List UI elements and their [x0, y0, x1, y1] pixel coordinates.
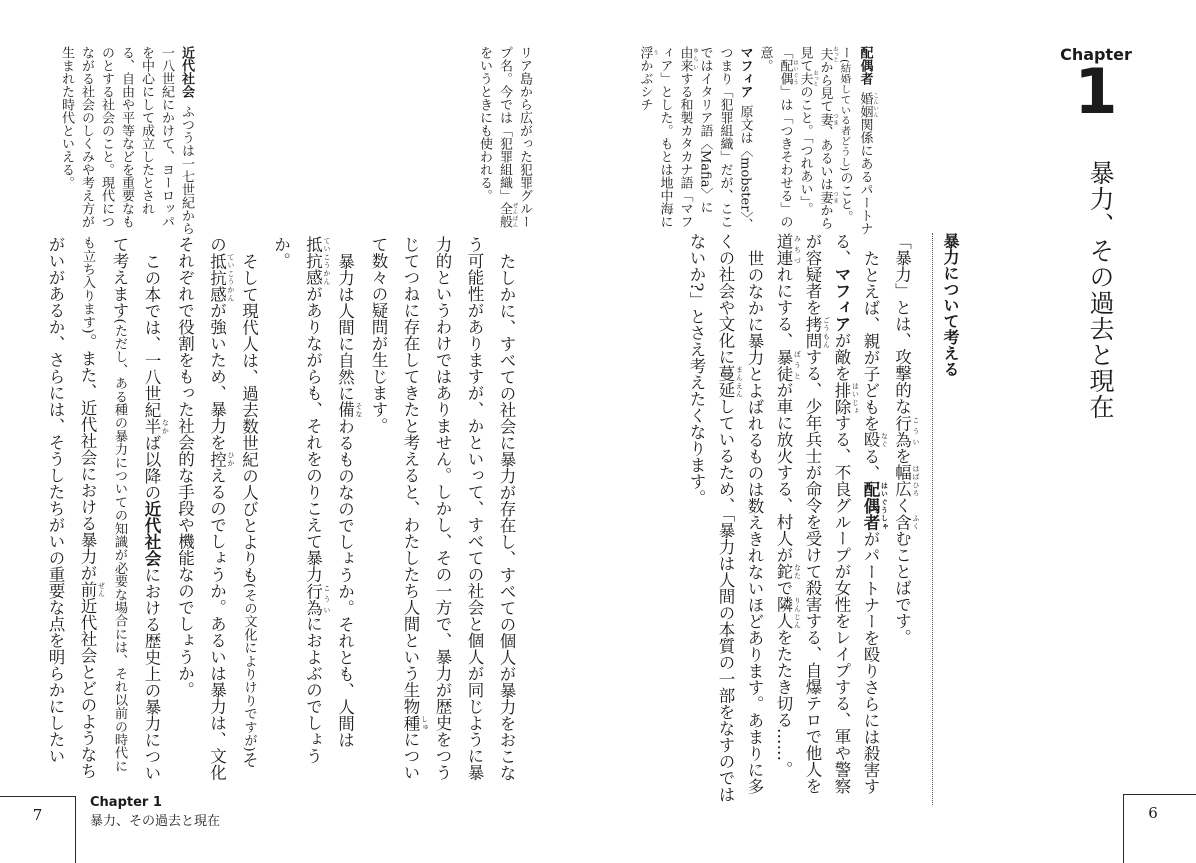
text-segment: について数々の疑問が生じます。 — [369, 236, 420, 781]
ruby-base: 妻 — [817, 112, 833, 126]
ruby-base: 幅広 — [892, 464, 912, 497]
text-segment: する和製カタカナ語「マフィア」とした。もとは地中海に — [657, 46, 693, 228]
text-segment: が強いため、暴力を — [207, 302, 227, 451]
ruby-base: 由来 — [677, 46, 693, 72]
ruby-base: 妻 — [817, 190, 833, 204]
text-segment: 原文は〈mobster〉、つまり「犯罪組織」だが、ここではイタリア語〈Mafia〉に — [697, 46, 753, 231]
text-segment — [892, 464, 919, 497]
ruby-base: 殴 — [861, 431, 880, 448]
furigana: ていこうかん — [322, 236, 330, 286]
text-segment: が敵を — [832, 332, 851, 382]
text-segment: 暴力は人間に自然に — [335, 252, 355, 401]
text-segment — [774, 596, 801, 629]
furigana: こうい — [322, 582, 330, 616]
ruby-base: 夫 — [817, 46, 833, 63]
page-number-left: 7 — [0, 796, 76, 863]
text-segment: (ただし、ある種の暴力についての知識が必要な場合には、それ以前の時代にも立ち入ります) — [80, 236, 127, 773]
ruby-base: 蔓延 — [716, 365, 735, 398]
furigana: ぜんぱん — [511, 202, 518, 228]
text-segment: を — [892, 447, 912, 464]
margin-note-kindaishakai — [50, 46, 196, 236]
furigana: そな — [354, 401, 362, 418]
text-segment — [401, 714, 428, 732]
text-segment: その — [207, 236, 259, 768]
running-head-title: 暴力、その過去と現在 — [90, 814, 221, 829]
text-segment: をいうときにも使われる。 — [477, 46, 492, 202]
ruby-base: 行為 — [303, 582, 323, 616]
furigana: こんいん — [872, 92, 878, 119]
text-segment: しているため、「暴力は人間の本質の一部をなすのではないか?」とさえ考えたくなります。 — [687, 233, 735, 803]
text-segment: たしかに、すべての社会に暴力が存在し、すべての個人が暴力をおこなう可能性がありますが、かといって、すべての社会と個人が同じように暴力的というわけではありません。しかし、その一方で、暴力が歴史をつうじてつねに存在してきたと考えると、わたしたち人間という生物 — [401, 236, 516, 781]
text-segment: 「暴力」とは、攻撃的な — [892, 233, 912, 415]
ruby-base: 半 — [142, 417, 161, 434]
paragraph — [362, 236, 522, 784]
furigana: はいじょ — [850, 381, 859, 415]
text-segment: におよぶのでしょうか。 — [271, 236, 323, 764]
chapter-number: 1 — [1074, 55, 1118, 128]
furigana: ゆらい — [692, 46, 698, 72]
text-segment: する、不良グループが女性をレイプする、軍や警察が容疑者を — [803, 233, 851, 794]
ruby-base: 配偶者 — [861, 480, 880, 530]
text-segment: で — [774, 579, 793, 596]
text-segment: たとえば、親が子どもを — [861, 249, 880, 431]
paragraph — [682, 233, 769, 805]
paragraph — [769, 233, 888, 805]
text-segment: 、あるいは — [817, 125, 833, 191]
furigana: つま — [832, 190, 838, 204]
furigana: ぜん — [96, 581, 105, 598]
paragraph — [169, 236, 265, 784]
ruby-base: 種 — [401, 714, 420, 731]
ruby-base: 鉈 — [774, 563, 793, 580]
text-segment: この本では、一八世紀 — [142, 252, 161, 418]
furigana: まんえん — [734, 365, 743, 398]
text-segment: (結婚している者どうし) — [838, 59, 851, 172]
furigana: なた — [792, 563, 801, 580]
text-segment: 近代社会 — [142, 500, 161, 566]
text-segment — [716, 365, 743, 398]
text-segment: わるものなのでしょうか。それとも、人間は — [335, 417, 355, 748]
text-segment: マフィア — [832, 266, 851, 332]
text-segment — [817, 46, 838, 63]
ruby-base: 全般 — [497, 202, 512, 228]
margin-note-body — [474, 46, 534, 236]
furigana: はいぐうしゃ — [879, 480, 888, 530]
text-segment — [637, 46, 658, 59]
text-segment: ふつうは一七世紀から一八世紀にかけて、ヨーロッパを中心にして成立したとされる、自由や平等などを重要なものとする社会のこと。現代につながる社会のしくみや考え方が生まれた時代といえる。 — [59, 46, 194, 236]
furigana: なか — [160, 417, 169, 434]
text-segment: そして現代人は、過去数世紀の人びとよりも — [239, 252, 259, 583]
ruby-base: 夫 — [797, 70, 813, 87]
margin-note-term: 近代社会 — [179, 46, 194, 98]
furigana: ていこうかん — [226, 252, 234, 302]
text-segment: における歴史上の暴力について考えます — [110, 236, 161, 781]
ruby-base: 抵抗感 — [303, 236, 323, 286]
text-segment — [774, 563, 801, 580]
furigana: はいぐう — [792, 59, 798, 85]
paragraph — [39, 236, 169, 784]
ruby-base: 暴徒 — [774, 348, 793, 382]
furigana: ごうもん — [821, 315, 830, 349]
furigana: つま — [832, 112, 838, 126]
margin-note-body — [757, 46, 878, 236]
text-segment — [774, 348, 801, 382]
margin-note-mafia — [635, 46, 755, 236]
text-segment: のこと。 — [837, 171, 853, 224]
ruby-base: 道連 — [774, 233, 793, 266]
text-segment: えるのでしょうか。あるいは暴力は、文化それぞれで役割をもった社会的な手段や機能なのでしょうか。 — [175, 236, 227, 781]
ruby-base: 排除 — [832, 381, 851, 415]
furigana: しゅ — [419, 714, 428, 731]
text-segment — [142, 417, 169, 435]
text-segment: 世のなかに暴力とよばれるものは数えきれないほどあります。あまりに多くの社会や文化に — [716, 233, 764, 794]
text-segment: リア島から広がった犯罪グループ名。今では「犯罪組織」 — [497, 46, 532, 228]
ruby-base: 隣人 — [774, 596, 793, 629]
furigana: ふく — [911, 513, 919, 530]
ruby-base: 控 — [207, 450, 227, 467]
ruby-base: 行為 — [892, 414, 912, 448]
paragraph — [265, 236, 363, 784]
text-segment: がパートナーを殴りさらには殺害する、 — [832, 233, 880, 794]
text-segment — [832, 381, 859, 415]
margin-note — [56, 46, 196, 236]
furigana: う — [652, 46, 658, 59]
ruby-base: 抵抗感 — [207, 252, 227, 302]
text-segment: する、少年兵士が命令を受けて殺害する、自爆テロで他人を — [803, 348, 822, 794]
text-segment — [892, 414, 919, 448]
text-segment — [303, 582, 330, 616]
margin-note-mafia-continuation — [468, 46, 534, 236]
page-number-right: 6 — [1123, 794, 1196, 863]
text-segment — [497, 202, 518, 228]
text-segment: から見て — [797, 46, 833, 230]
text-segment — [207, 252, 234, 303]
text-segment — [797, 70, 818, 87]
text-segment: から見て — [817, 60, 833, 113]
chapter-title: 暴力、その過去と現在 — [1086, 160, 1115, 420]
text-segment — [78, 581, 105, 598]
text-segment — [817, 112, 838, 126]
ruby-base: 含 — [892, 513, 912, 530]
margin-note-body — [59, 46, 194, 235]
text-segment — [335, 401, 362, 418]
margin-note-term: マフィア — [737, 46, 753, 98]
main-text-left — [42, 236, 522, 784]
text-segment: がありながらも、それをのりこえて暴力 — [303, 285, 323, 583]
running-head — [90, 793, 220, 831]
ruby-base: 備 — [335, 401, 355, 418]
furigana: ぼうと — [792, 348, 801, 382]
text-segment — [803, 315, 830, 349]
running-head-chapter: Chapter 1 — [90, 795, 162, 810]
text-segment — [303, 236, 330, 286]
text-segment: をたたき切る……。 — [774, 629, 793, 778]
text-segment: る、 — [861, 447, 880, 481]
text-segment: 関係にあるパートナー — [837, 46, 873, 236]
furigana: ひか — [226, 450, 234, 467]
text-segment — [861, 431, 888, 448]
text-segment: ば以降の — [142, 434, 161, 500]
text-segment: 。また、近代社会における暴力が — [78, 333, 97, 582]
furigana: こうい — [911, 414, 919, 448]
ruby-base: 浮 — [637, 46, 653, 59]
furigana: りんじん — [792, 596, 801, 629]
text-segment: むことばです。 — [892, 530, 912, 646]
section-heading: 暴力について考える — [932, 233, 960, 805]
furigana: みちづ — [792, 233, 801, 266]
main-text-right — [660, 233, 960, 805]
margin-notes-right — [637, 46, 878, 236]
furigana: おっと — [832, 46, 838, 63]
text-segment — [857, 92, 878, 119]
furigana: はばひろ — [911, 464, 919, 497]
furigana: おっと — [812, 70, 818, 87]
margin-note-haiguusha — [755, 46, 879, 236]
text-segment: が車に放火する、村人が — [774, 381, 793, 563]
text-segment: のこと。「つれあい」。「 — [777, 46, 813, 215]
ruby-base: 前 — [78, 581, 97, 598]
chapter-label: Chapter — [1060, 45, 1132, 64]
paragraph — [888, 233, 920, 805]
text-segment — [774, 233, 801, 266]
furigana: なぐ — [879, 431, 888, 448]
ruby-base: 配偶 — [777, 59, 793, 85]
text-segment — [817, 190, 838, 204]
text-segment: く — [892, 497, 912, 514]
margin-note-term: 配偶者 — [857, 46, 873, 85]
text-segment — [861, 480, 888, 531]
text-segment: 」は「つきそわせる」の意。 — [757, 46, 793, 228]
text-segment: 近代社会とどのようなちがいがあるか、さらには、そうしたちがいの重要な点を明らかにしたい — [46, 236, 97, 780]
text-segment: (その文化によりけりですが) — [241, 582, 257, 752]
margin-note-body — [638, 46, 753, 231]
text-segment: かぶシチ — [637, 59, 653, 111]
text-segment — [207, 450, 234, 468]
text-segment — [892, 513, 919, 531]
text-segment — [677, 46, 698, 72]
text-segment — [777, 59, 798, 85]
ruby-base: 婚姻 — [857, 92, 873, 119]
ruby-base: 拷問 — [803, 315, 822, 349]
text-segment: れにする、 — [774, 266, 793, 349]
